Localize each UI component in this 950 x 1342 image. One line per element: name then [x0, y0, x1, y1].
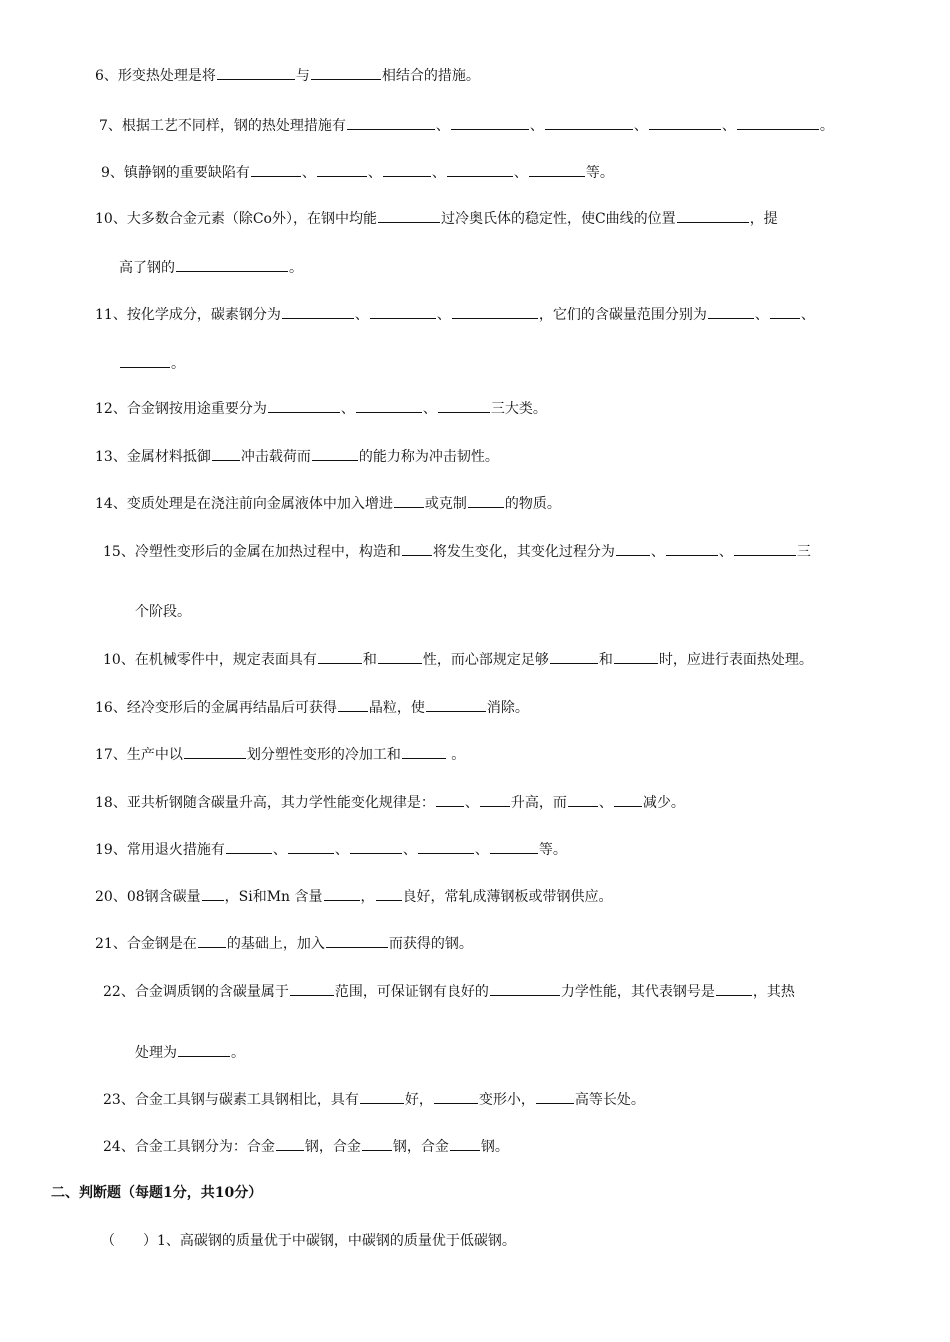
question-line-q24 [103, 1136, 509, 1156]
answer-blank[interactable] [468, 493, 504, 508]
question-text: 升高，而 [510, 795, 567, 811]
answer-blank[interactable] [490, 839, 538, 854]
question-text: 三大类。 [490, 401, 547, 417]
question-text: 、 [464, 795, 479, 811]
question-text: 好， [404, 1092, 433, 1108]
question-line-q16 [95, 697, 529, 717]
question-text: 24、合金工具钢分为：合金 [103, 1139, 275, 1155]
question-text: 的基础上，加入 [226, 936, 325, 952]
question-text: 良好，常轧成薄钢板或带钢供应。 [402, 889, 613, 905]
question-text: 。 [446, 747, 466, 763]
question-text: 力学性能，其代表钢号是 [560, 984, 715, 1000]
question-text: 相结合的措施。 [381, 68, 480, 84]
answer-blank[interactable] [614, 792, 642, 807]
question-text: 钢。 [480, 1139, 509, 1155]
question-text: 时，应进行表面热处理。 [658, 652, 813, 668]
question-text: ， [360, 889, 375, 905]
question-text: 13、金属材料抵御 [95, 449, 211, 465]
answer-blank[interactable] [282, 304, 354, 319]
question-line-q22-cont [135, 1042, 245, 1062]
question-text: 或克制 [424, 496, 467, 512]
answer-blank[interactable] [734, 541, 796, 556]
question-text: 、 [474, 842, 489, 858]
question-text: 过冷奥氏体的稳定性，使C曲线的位置 [440, 211, 676, 227]
question-text: 三 [796, 544, 811, 560]
question-text: 的物质。 [504, 496, 561, 512]
question-text: 16、经冷变形后的金属再结晶后可获得 [95, 700, 337, 716]
answer-blank[interactable] [452, 304, 538, 319]
question-text: 、 [431, 165, 446, 181]
question-text: 20、08钢含碳量 [95, 889, 201, 905]
answer-blank[interactable] [370, 304, 436, 319]
question-text: 个阶段。 [135, 604, 191, 620]
question-text: 、 [402, 842, 417, 858]
question-text: 高等长处。 [574, 1092, 645, 1108]
question-text: 和 [362, 652, 377, 668]
question-text: 12、合金钢按用途重要分为 [95, 401, 267, 417]
answer-blank[interactable] [120, 353, 170, 368]
question-text: 9、镇静钢的重要缺陷有 [101, 165, 250, 181]
answer-blank[interactable] [434, 1089, 478, 1104]
answer-blank[interactable] [447, 162, 513, 177]
question-text: 18、亚共析钢随含碳量升高，其力学性能变化规律是： [95, 795, 435, 811]
answer-blank[interactable] [212, 446, 240, 461]
answer-blank[interactable] [217, 65, 295, 80]
question-text: 范围，可保证钢有良好的 [334, 984, 489, 1000]
answer-blank[interactable] [360, 1089, 404, 1104]
question-text: 和 [598, 652, 613, 668]
question-line-q22 [103, 981, 795, 1001]
answer-blank[interactable] [770, 304, 800, 319]
question-text: 、 [721, 118, 736, 134]
answer-blank[interactable] [338, 697, 368, 712]
answer-blank[interactable] [436, 792, 464, 807]
question-line-q15-cont [135, 602, 191, 622]
answer-blank[interactable] [378, 208, 440, 223]
question-text: 。 [171, 356, 185, 372]
answer-blank[interactable] [290, 981, 334, 996]
answer-blank[interactable] [677, 208, 749, 223]
answer-blank[interactable] [438, 398, 490, 413]
section-2-heading: 二、判断题（每题1分，共10分） [51, 1185, 263, 1201]
question-line-q19 [95, 839, 567, 859]
question-text: 、 [340, 401, 355, 417]
question-line-q13 [95, 446, 499, 466]
answer-blank[interactable] [426, 697, 486, 712]
question-text: 的能力称为冲击韧性。 [358, 449, 499, 465]
answer-blank[interactable] [356, 398, 422, 413]
question-text: 7、根据工艺不同样，钢的热处理措施有 [99, 118, 346, 134]
question-text: 、 [650, 544, 665, 560]
question-line-q10a [95, 208, 778, 228]
question-line-q21 [95, 933, 473, 953]
answer-blank[interactable] [383, 162, 431, 177]
question-text: 、 [435, 118, 450, 134]
question-line-q10a-cont [119, 257, 303, 277]
question-text: 、 [272, 842, 287, 858]
question-text: 等。 [538, 842, 567, 858]
question-text: 、 [367, 165, 382, 181]
question-text: ，Si和Mn 含量 [224, 889, 323, 905]
question-text: 将发生变化，其变化过程分为 [432, 544, 615, 560]
answer-blank[interactable] [376, 886, 402, 901]
question-line-q10b [103, 649, 813, 669]
question-text: 、 [513, 165, 528, 181]
question-text: 19、常用退火措施有 [95, 842, 225, 858]
question-text: 6、形变热处理是将 [95, 68, 216, 84]
answer-blank[interactable] [614, 649, 658, 664]
question-text: 。 [289, 260, 303, 276]
answer-blank[interactable] [276, 1136, 304, 1151]
answer-blank[interactable] [184, 744, 246, 759]
question-text: ，提 [749, 211, 778, 227]
question-text: 、 [754, 307, 769, 323]
answer-blank[interactable] [666, 541, 718, 556]
question-text: 、 [301, 165, 316, 181]
question-text: 等。 [585, 165, 614, 181]
answer-blank[interactable] [176, 257, 288, 272]
answer-blank[interactable] [226, 839, 272, 854]
question-line-q6 [95, 65, 480, 85]
question-text: 与 [295, 68, 310, 84]
question-text: 、 [354, 307, 369, 323]
answer-blank[interactable] [737, 115, 819, 130]
answer-blank[interactable] [402, 744, 446, 759]
answer-blank[interactable] [311, 65, 381, 80]
question-text: 、 [422, 401, 437, 417]
question-text: 划分塑性变形的冷加工和 [246, 747, 401, 763]
question-text: 钢，合金 [392, 1139, 449, 1155]
question-text: 。 [819, 118, 834, 134]
question-text: 变形小， [478, 1092, 535, 1108]
question-text: ，其热 [752, 984, 795, 1000]
question-text: 钢，合金 [304, 1139, 361, 1155]
answer-blank[interactable] [450, 1136, 480, 1151]
question-line-q11-cont [119, 353, 185, 373]
answer-blank[interactable] [616, 541, 650, 556]
question-text: 而获得的钢。 [388, 936, 473, 952]
question-text: 14、变质处理是在浇注前向金属液体中加入增进 [95, 496, 393, 512]
question-text: 、 [334, 842, 349, 858]
answer-blank[interactable] [536, 1089, 574, 1104]
question-text: 10、大多数合金元素（除Co外），在钢中均能 [95, 211, 377, 227]
answer-blank[interactable] [326, 933, 388, 948]
answer-blank[interactable] [451, 115, 529, 130]
answer-blank[interactable] [198, 933, 226, 948]
answer-blank[interactable] [288, 839, 334, 854]
question-text: 、 [598, 795, 613, 811]
question-text: 15、冷塑性变形后的金属在加热过程中，构造和 [103, 544, 401, 560]
question-text: 、 [529, 118, 544, 134]
answer-blank[interactable] [317, 162, 367, 177]
question-text: 处理为 [135, 1045, 177, 1061]
question-line-q23 [103, 1089, 645, 1109]
question-text: 冲击载荷而 [240, 449, 311, 465]
question-line-q15 [103, 541, 811, 561]
question-text: 晶粒，使 [368, 700, 425, 716]
question-text: 。 [231, 1045, 245, 1061]
question-text: 11、按化学成分，碳素钢分为 [95, 307, 281, 323]
question-text: 减少。 [642, 795, 685, 811]
question-line-q12 [95, 398, 547, 418]
answer-blank[interactable] [378, 649, 422, 664]
answer-blank[interactable] [490, 981, 560, 996]
question-line-q17 [95, 744, 465, 764]
question-text: ，它们的含碳量范围分别为 [538, 307, 707, 323]
answer-blank[interactable] [568, 792, 598, 807]
question-text: 22、合金调质钢的含碳量属于 [103, 984, 289, 1000]
question-line-q14 [95, 493, 561, 513]
answer-blank[interactable] [362, 1136, 392, 1151]
answer-blank[interactable] [318, 649, 362, 664]
answer-blank[interactable] [550, 649, 598, 664]
question-text: 、 [436, 307, 451, 323]
answer-blank[interactable] [394, 493, 424, 508]
question-line-q20 [95, 886, 613, 906]
answer-blank[interactable] [480, 792, 510, 807]
question-line-q11 [95, 304, 815, 324]
question-text: 、 [718, 544, 733, 560]
question-line-q18 [95, 792, 685, 812]
question-line-q7 [99, 115, 834, 135]
question-text: 23、合金工具钢与碳素工具钢相比，具有 [103, 1092, 359, 1108]
answer-blank[interactable] [529, 162, 585, 177]
answer-blank[interactable] [649, 115, 721, 130]
answer-blank[interactable] [178, 1042, 230, 1057]
answer-blank[interactable] [268, 398, 340, 413]
answer-blank[interactable] [545, 115, 633, 130]
question-text: 17、生产中以 [95, 747, 183, 763]
answer-blank[interactable] [716, 981, 752, 996]
answer-blank[interactable] [251, 162, 301, 177]
question-text: 高了钢的 [119, 260, 175, 276]
answer-blank[interactable] [708, 304, 754, 319]
answer-blank[interactable] [402, 541, 432, 556]
question-text: 消除。 [486, 700, 529, 716]
question-text: 21、合金钢是在 [95, 936, 197, 952]
question-text: 10、在机械零件中，规定表面具有 [103, 652, 317, 668]
question-text: 性，而心部规定足够 [422, 652, 549, 668]
judgement-item-1: （ ）1、高碳钢的质量优于中碳钢，中碳钢的质量优于低碳钢。 [101, 1233, 516, 1249]
answer-blank[interactable] [418, 839, 474, 854]
question-line-q9 [101, 162, 614, 182]
answer-blank[interactable] [347, 115, 435, 130]
question-text: 、 [800, 307, 815, 323]
answer-blank[interactable] [202, 886, 224, 901]
answer-blank[interactable] [324, 886, 360, 901]
answer-blank[interactable] [312, 446, 358, 461]
answer-blank[interactable] [350, 839, 402, 854]
question-text: 、 [633, 118, 648, 134]
